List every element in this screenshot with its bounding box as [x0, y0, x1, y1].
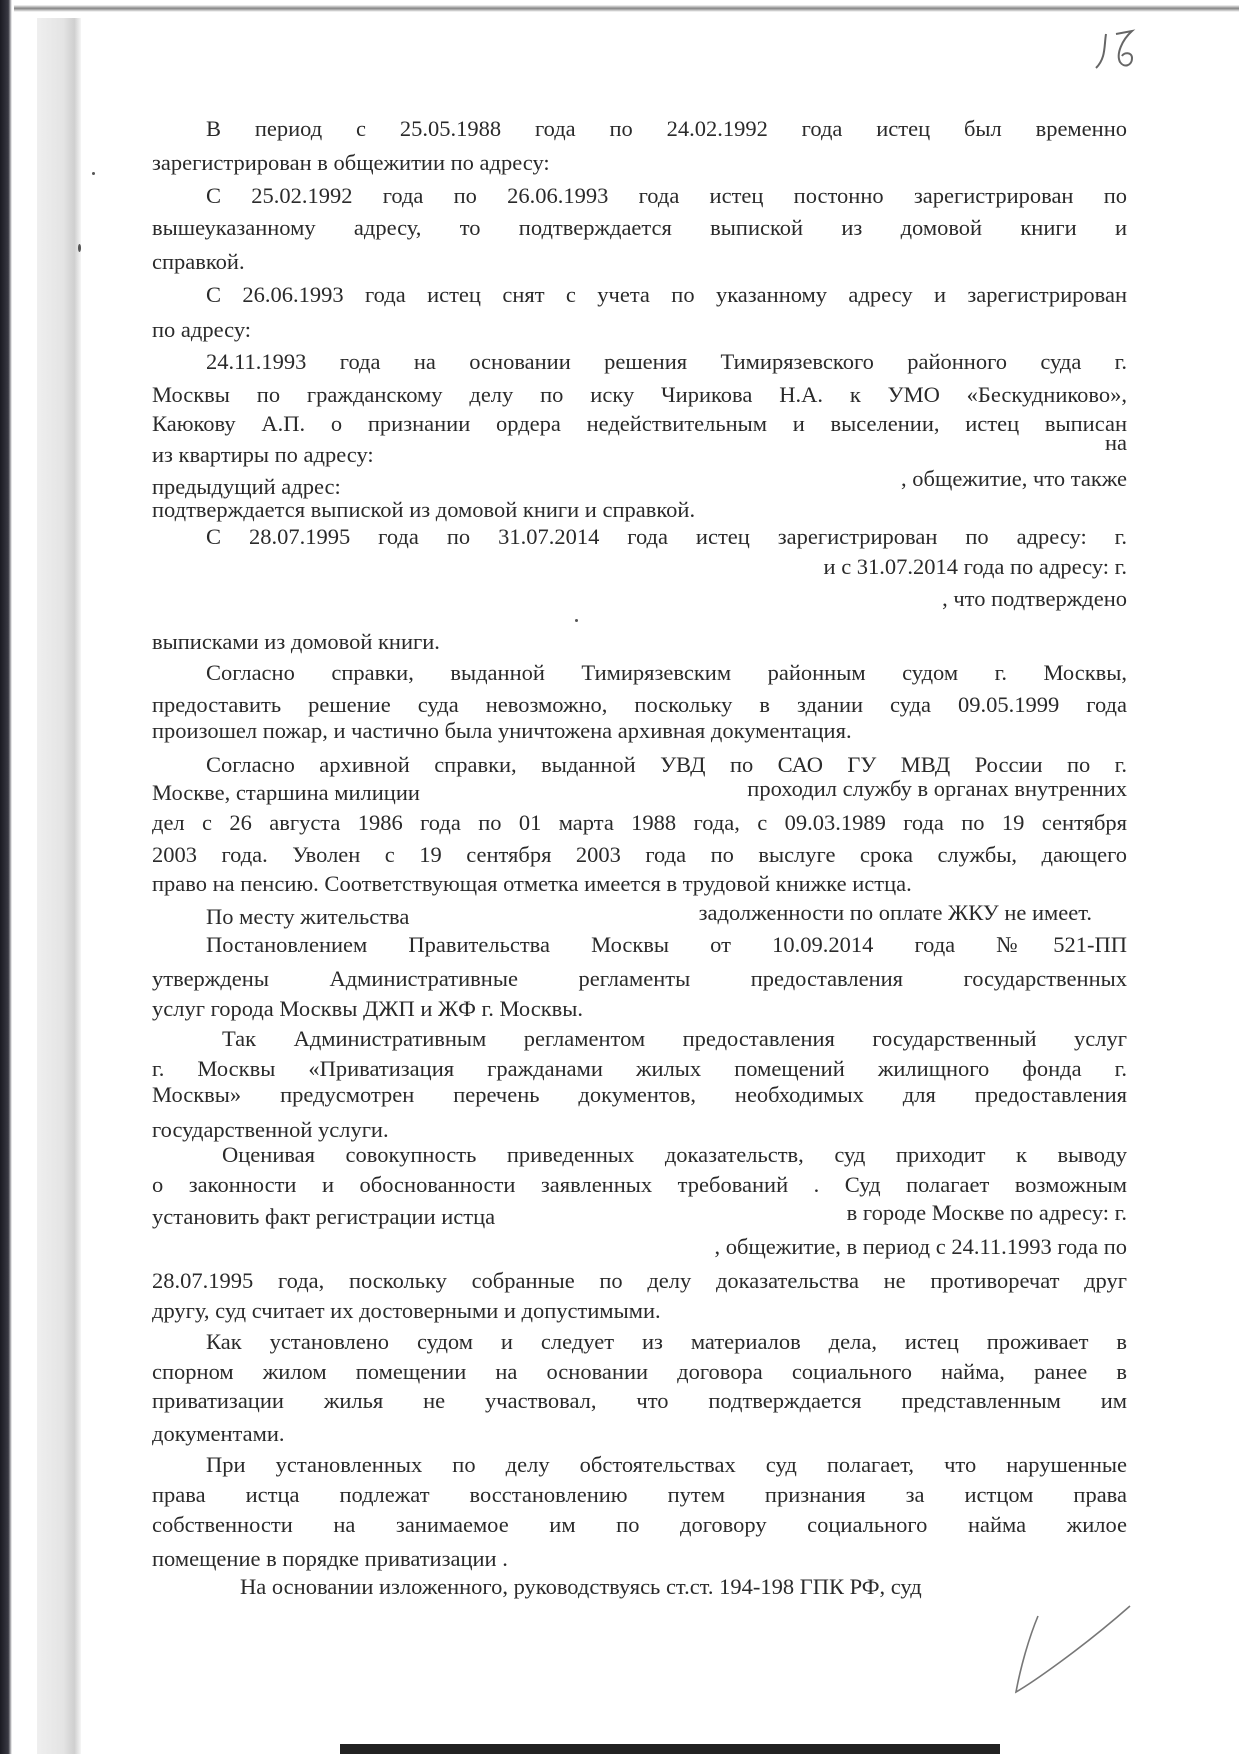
document-line: предыдущий адрес: — [152, 474, 341, 499]
document-line: документами. — [152, 1421, 285, 1446]
document-line: 2003 года. Уволен с 19 сентября 2003 года по выслуге срока службы, дающего — [152, 842, 1127, 867]
handwritten-page-number — [1092, 26, 1152, 74]
document-line: вышеуказанному адресу, то подтверждается выпиской из домовой книги и — [152, 215, 1127, 240]
document-line: другу, суд считает их достоверными и допустимыми. — [152, 1298, 661, 1323]
document-line: предоставить решение суда невозможно, поскольку в здании суда 09.05.1999 года — [152, 692, 1127, 717]
document-line: С 28.07.1995 года по 31.07.2014 года истец зарегистрирован по адресу: г. — [206, 524, 1127, 549]
scan-speck — [78, 244, 81, 252]
document-line: Согласно архивной справки, выданной УВД по САО ГУ МВД России по г. — [206, 752, 1127, 777]
scan-edge-left — [0, 0, 12, 1754]
document-line: произошел пожар, и частично была уничтожена архивная документация. — [152, 718, 852, 743]
document-line: Москве, старшина милиции — [152, 780, 420, 805]
document-line: Согласно справки, выданной Тимирязевским районным судом г. Москвы, — [206, 660, 1127, 685]
signature-mark — [990, 1600, 1140, 1710]
document-line: в городе Москве по адресу: г. — [846, 1200, 1127, 1225]
document-line: право на пенсию. Соответствующая отметка имеется в трудовой книжке истца. — [152, 871, 912, 896]
document-line: г. Москвы «Приватизация гражданами жилых помещений жилищного фонда г. — [152, 1056, 1127, 1081]
document-line: Каюкову А.П. о признании ордера недействительным и выселении, истец выписан — [152, 411, 1127, 436]
document-line: Постановлением Правительства Москвы от 10.09.2014 года №521-ПП — [206, 932, 1127, 957]
document-line: Как установлено судом и следует из материалов дела, истец проживает в — [206, 1329, 1127, 1354]
scan-edge-top — [14, 0, 1239, 12]
document-line: По месту жительства — [206, 904, 410, 929]
document-line: Москвы» предусмотрен перечень документов, необходимых для предоставления — [152, 1082, 1127, 1107]
document-line: установить факт регистрации истца — [152, 1204, 496, 1229]
document-line: спорном жилом помещении на основании договора социального найма, ранее в — [152, 1359, 1127, 1384]
document-line: Москвы по гражданскому делу по иску Чирикова Н.А. к УМО «Бескудниково», — [152, 382, 1127, 407]
document-line: справкой. — [152, 249, 245, 274]
document-line: С 25.02.1992 года по 26.06.1993 года истец постонно зарегистрирован по — [206, 183, 1127, 208]
document-line: Так Административным регламентом предоставления государственный услуг — [222, 1026, 1127, 1051]
document-line: выписками из домовой книги. — [152, 629, 440, 654]
document-line: 24.11.1993 года на основании решения Тимирязевского районного суда г. — [206, 349, 1127, 374]
document-line: При установленных по делу обстоятельствах суд полагает, что нарушенные — [206, 1452, 1127, 1477]
document-line: по адресу: — [152, 317, 252, 342]
document-line: права истца подлежат восстановлению путем признания за истцом права — [152, 1482, 1127, 1507]
document-line: В период с 25.05.1988 года по 24.02.1992 года истец был временно — [206, 116, 1127, 141]
scan-speck — [575, 619, 578, 622]
document-line: приватизации жилья не участвовал, что подтверждается представленным им — [152, 1388, 1127, 1413]
document-line: , общежитие, в период с 24.11.1993 года по — [714, 1234, 1127, 1259]
document-line: услуг города Москвы ДЖП и ЖФ г. Москвы. — [152, 996, 584, 1021]
document-line: На основании изложенного, руководствуясь ст.ст. 194-198 ГПК РФ, суд — [240, 1574, 922, 1599]
document-line: помещение в порядке приватизации . — [152, 1546, 508, 1571]
document-line: зарегистрирован в общежитии по адресу: — [152, 150, 550, 175]
binding-shadow — [37, 18, 81, 1754]
document-line: Оценивая совокупность приведенных доказательств, суд приходит к выводу — [222, 1142, 1127, 1167]
document-line: утверждены Административные регламенты предоставления государственных — [152, 966, 1127, 991]
document-line: подтверждается выпиской из домовой книги и справкой. — [152, 497, 696, 522]
scan-speck — [92, 172, 95, 175]
document-line: государственной услуги. — [152, 1117, 389, 1142]
document-line: С 26.06.1993 года истец снят с учета по указанному адресу и зарегистрирован — [206, 282, 1127, 307]
document-line: и с 31.07.2014 года по адресу: г. — [823, 554, 1127, 579]
document-line: 28.07.1995 года, поскольку собранные по делу доказательства не противоречат друг — [152, 1268, 1127, 1293]
document-line: из квартиры по адресу: — [152, 442, 374, 467]
document-line: проходил службу в органах внутренних — [747, 776, 1127, 801]
scan-edge-bottom — [340, 1744, 1000, 1754]
document-line: на — [1104, 430, 1127, 455]
document-line: о законности и обоснованности заявленных требований . Суд полагает возможным — [152, 1172, 1127, 1197]
document-line: дел с 26 августа 1986 года по 01 марта 1988 года, с 09.03.1989 года по 19 сентября — [152, 810, 1127, 835]
document-line: задолженности по оплате ЖКУ не имеет. — [698, 900, 1092, 925]
document-line: собственности на занимаемое им по договору социального найма жилое — [152, 1512, 1127, 1537]
document-line: , что подтверждено — [942, 586, 1127, 611]
document-line: , общежитие, что также — [901, 466, 1127, 491]
